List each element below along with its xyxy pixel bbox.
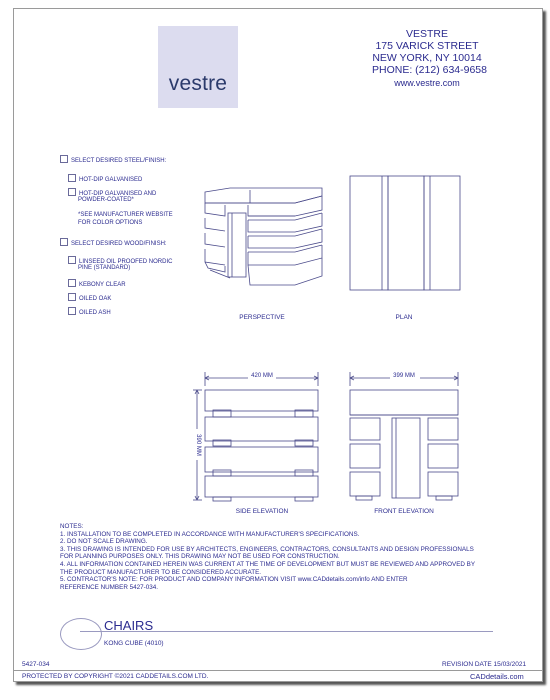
- option-label: SELECT DESIRED STEEL/FINISH:: [71, 158, 167, 164]
- dimension-height: 390 MM: [195, 434, 201, 456]
- note-item: THE PRODUCT MANUFACTURER TO BE CONSIDERED ACCURATE.: [60, 568, 262, 576]
- note-item: REFERENCE NUMBER 5427-034.: [60, 583, 158, 591]
- side-elevation-label: SIDE ELEVATION: [235, 508, 289, 515]
- drawing-title: CHAIRS: [104, 618, 154, 633]
- option-label: OILED ASH: [79, 310, 111, 316]
- notes-heading: NOTES:: [60, 523, 84, 530]
- note-item: 5. CONTRACTOR'S NOTE: FOR PRODUCT AND COMPANY INFORMATION VISIT www.CADdetails.com/info AND ENTER: [60, 576, 408, 584]
- drawing-subtitle: KONG CUBE (4010): [104, 640, 164, 647]
- logo-text: vestre: [168, 72, 228, 95]
- option-label: PINE (STANDARD): [78, 265, 131, 271]
- copyright-text: PROTECTED BY COPYRIGHT ©2021 CADDETAILS.COM LTD.: [22, 673, 209, 680]
- company-city: NEW YORK, NY 10014: [372, 52, 482, 64]
- reference-number: 5427-034: [22, 661, 50, 668]
- company-website[interactable]: www.vestre.com: [394, 78, 460, 88]
- notes-block: [60, 523, 500, 591]
- option-label: LINSEED OIL PROOFED NORDIC: [79, 259, 173, 265]
- note-item: FOR PLANNING PURPOSES ONLY. THIS DRAWING MAY NOT BE USED FOR CONSTRUCTION.: [60, 553, 340, 561]
- revision-date: REVISION DATE 15/03/2021: [442, 661, 527, 668]
- option-label: KEBONY CLEAR: [79, 282, 126, 288]
- perspective-label: PERSPECTIVE: [239, 314, 285, 321]
- option-label: HOT-DIP GALVANISED AND: [79, 191, 157, 197]
- note-item: 2. DO NOT SCALE DRAWING.: [60, 538, 148, 546]
- note-text: FOR COLOR OPTIONS: [78, 220, 143, 226]
- title-circle: [60, 618, 102, 650]
- note-item: 4. ALL INFORMATION CONTAINED HEREIN WAS CURRENT AT THE TIME OF DEVELOPMENT BUT MUST BE REVIEWED AND APPROVED BY: [60, 560, 476, 568]
- dimension-front-width: 399 MM: [393, 373, 415, 379]
- footer-divider: [13, 670, 543, 671]
- plan-view: [350, 176, 460, 290]
- caddetails-brand[interactable]: CADdetails.com: [470, 672, 524, 681]
- perspective-view: [205, 188, 322, 285]
- side-elevation-view: [193, 372, 318, 501]
- option-label: SELECT DESIRED WOOD/FINISH:: [71, 241, 167, 247]
- option-label: POWDER-COATED*: [78, 197, 134, 203]
- company-street: 175 VARICK STREET: [375, 40, 479, 52]
- option-label: OILED OAK: [79, 296, 112, 302]
- option-label: HOT-DIP GALVANISED: [79, 177, 143, 183]
- note-item: 1. INSTALLATION TO BE COMPLETED IN ACCORDANCE WITH MANUFACTURER'S SPECIFICATIONS.: [60, 530, 360, 538]
- front-elevation-label: FRONT ELEVATION: [374, 508, 434, 515]
- plan-label: PLAN: [395, 314, 413, 321]
- note-item: 3. THIS DRAWING IS INTENDED FOR USE BY ARCHITECTS, ENGINEERS, CONTRACTORS, CONSULTANTS AND DESIGN PROFESSIONALS: [60, 545, 474, 553]
- dimension-side-width: 420 MM: [251, 373, 273, 379]
- note-text: *SEE MANUFACTURER WEBSITE: [78, 212, 173, 218]
- company-phone: PHONE: (212) 634-9658: [372, 64, 487, 76]
- front-elevation-view: [350, 372, 458, 500]
- company-name: VESTRE: [405, 28, 448, 40]
